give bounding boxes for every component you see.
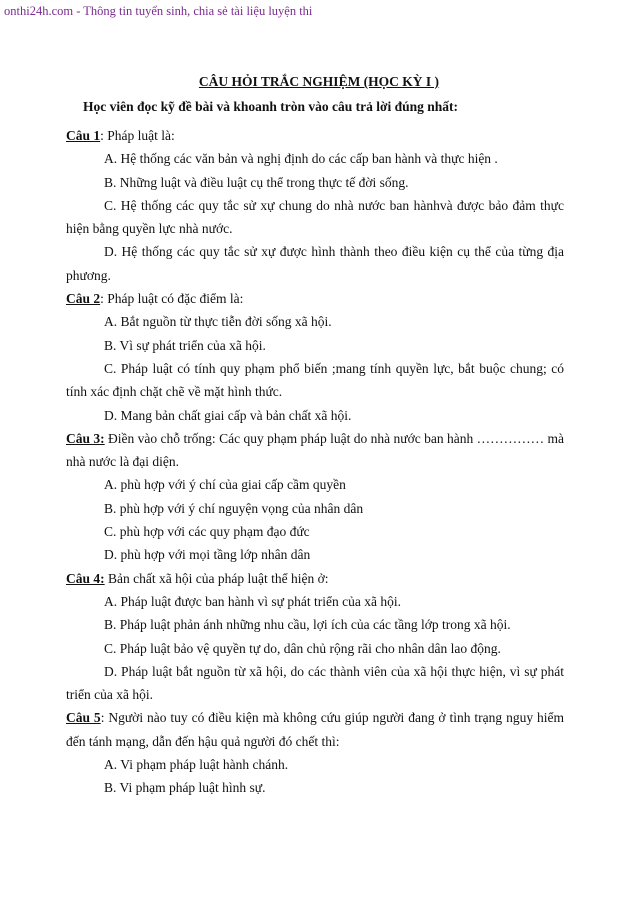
question-3 xyxy=(66,427,564,474)
option-2a: A. Bắt nguồn từ thực tiễn đời sống xã hội. xyxy=(104,314,332,330)
option-5b: B. Vi phạm pháp luật hình sự. xyxy=(104,780,266,796)
site-header-text: onthi24h.com - Thông tin tuyển sinh, chia sẻ tài liệu luyện thi xyxy=(4,4,313,18)
question-label: Câu 3: xyxy=(66,430,105,446)
question-2 xyxy=(66,287,564,310)
option-3d: D. phù hợp với mọi tầng lớp nhân dân xyxy=(104,547,311,563)
option-4d: D. Pháp luật bắt nguồn từ xã hội, do các thành viên của xã hội thực hiện, vì sự phát triển của xã hội. xyxy=(66,663,564,703)
option-1a: A. Hệ thống các văn bản và nghị định do các cấp ban hành và thực hiện . xyxy=(104,151,498,167)
page-title: CÂU HỎI TRẮC NGHIỆM (HỌC KỲ I ) xyxy=(198,74,440,89)
option-4c: C. Pháp luật bảo vệ quyền tự do, dân chủ rộng rãi cho nhân dân lao động. xyxy=(104,640,501,656)
option-4a: A. Pháp luật được ban hành vì sự phát triển của xã hội. xyxy=(104,593,401,609)
question-label: Câu 4: xyxy=(66,570,105,586)
question-list xyxy=(66,124,564,800)
question-label: Câu 1 xyxy=(66,128,101,143)
option-5a: A. Vi phạm pháp luật hành chánh. xyxy=(104,757,289,773)
question-text: : Pháp luật là: xyxy=(100,128,175,143)
option-3c: C. phù hợp với các quy phạm đạo đức xyxy=(104,524,310,540)
question-label: Câu 5 xyxy=(66,710,101,726)
question-5 xyxy=(66,706,564,753)
option-3a: A. phù hợp với ý chí của giai cấp cầm quyền xyxy=(104,477,346,493)
option-2c: C. Pháp luật có tính quy phạm phổ biến ;mang tính quyền lực, bắt buộc chung; có tính xác định chặt chẽ về mặt hình thức. xyxy=(66,360,564,400)
question-1 xyxy=(66,124,564,147)
question-text: Điền vào chỗ trống: Các quy phạm pháp luật do nhà nước ban hành …………… mà nhà nước là đại diện. xyxy=(66,430,564,470)
option-1b: B. Những luật và điều luật cụ thể trong thực tế đời sống. xyxy=(104,174,409,190)
option-1d: D. Hệ thống các quy tắc sử xự được hình thành theo điều kiện cụ thể của từng địa phương. xyxy=(66,244,564,283)
question-text: Bản chất xã hội của pháp luật thể hiện ở: xyxy=(104,570,329,586)
option-2b: B. Vì sự phát triển của xã hội. xyxy=(104,337,266,353)
option-1c: C. Hệ thống các quy tắc sử xự chung do nhà nước ban hànhvà được bảo đảm thực hiện bằng quyền lực nhà nước. xyxy=(66,197,564,237)
question-text: : Người nào tuy có điều kiện mà không cứu giúp người đang ở tình trạng nguy hiểm đến tánh mạng, dẫn đến hậu quả người đó chết thì: xyxy=(66,710,564,749)
option-3b: B. phù hợp với ý chí nguyện vọng của nhân dân xyxy=(104,500,364,516)
option-2d: D. Mang bản chất giai cấp và bản chất xã hội. xyxy=(104,407,352,423)
instruction-text: Học viên đọc kỹ đề bài và khoanh tròn vào câu trả lời đúng nhất: xyxy=(83,99,459,114)
question-4 xyxy=(66,567,564,590)
question-label: Câu 2 xyxy=(66,291,101,307)
option-4b: B. Pháp luật phản ánh những nhu cầu, lợi ích của các tầng lớp trong xã hội. xyxy=(104,617,511,633)
question-text: : Pháp luật có đặc điểm là: xyxy=(100,291,244,307)
